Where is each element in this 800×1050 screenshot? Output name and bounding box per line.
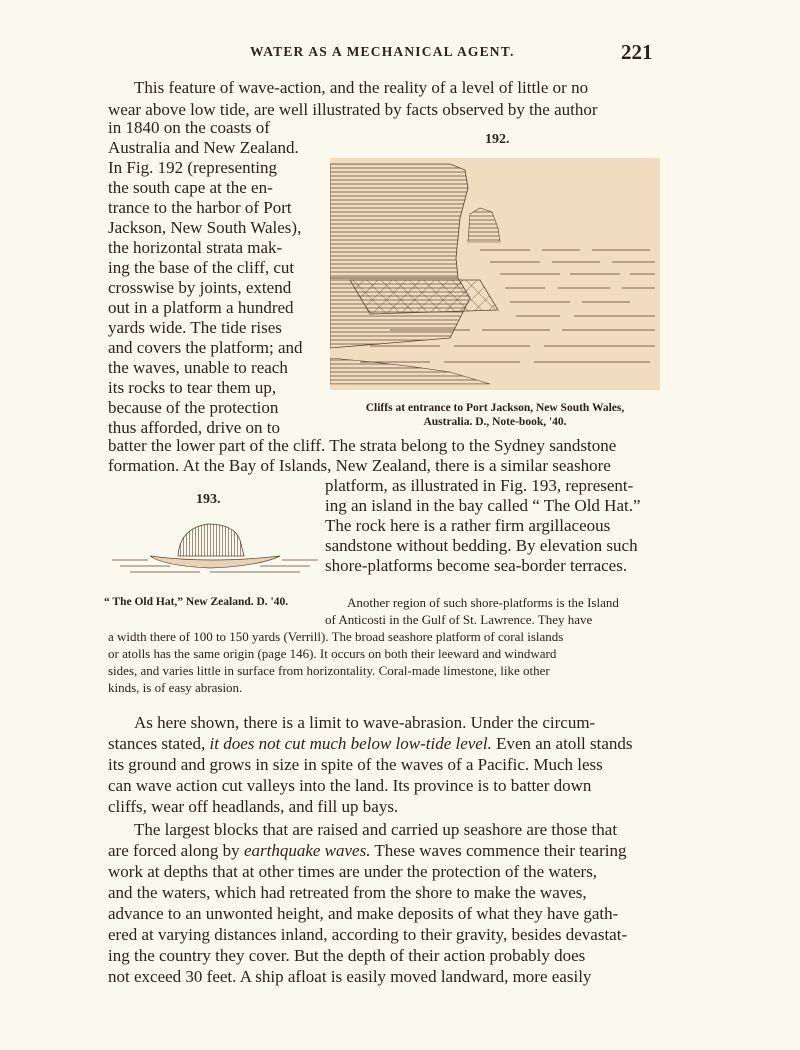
text-span: Even an atoll stands	[491, 734, 633, 753]
text-line: the horizontal strata mak-	[108, 238, 283, 257]
text-line	[108, 734, 633, 754]
text-line: its ground and grows in size in spite of the waves of a Pacific. Much less	[108, 755, 603, 774]
text-line: wear above low tide, are well illustrated by facts observed by the author	[108, 100, 598, 119]
text-line: ered at varying distances inland, according to their gravity, besides devastat-	[108, 925, 628, 944]
text-line: not exceed 30 feet. A ship afloat is easily moved landward, more easily	[108, 967, 592, 986]
figure-192-cliff-engraving	[330, 158, 660, 395]
text-line: can wave action cut valleys into the land. Its province is to batter down	[108, 776, 592, 795]
text-line-small: of Anticosti in the Gulf of St. Lawrence. They have	[325, 612, 593, 627]
text-line: In Fig. 192 (representing	[108, 158, 278, 177]
text-line: ing the country they cover. But the depth of their action probably does	[108, 946, 586, 965]
text-line: in 1840 on the coasts of	[108, 118, 270, 137]
text-line: shore-platforms become sea-border terraces.	[325, 556, 628, 575]
text-line-small: or atolls has the same origin (page 146). It occurs on both their leeward and windward	[108, 646, 557, 661]
text-span: These waves commence their tearing	[370, 841, 627, 860]
text-line: formation. At the Bay of Islands, New Zealand, there is a similar seashore	[108, 456, 611, 475]
text-line: out in a platform a hundred	[108, 298, 294, 317]
text-line: Australia and New Zealand.	[108, 138, 299, 157]
figure-193-old-hat-engraving	[110, 518, 320, 583]
text-line-small: sides, and varies little in surface from horizontality. Coral-made limestone, like other	[108, 663, 550, 678]
text-line: The largest blocks that are raised and carried up seashore are those that	[134, 820, 618, 839]
text-line: The rock here is a rather firm argillaceous	[325, 516, 611, 535]
figure-caption-line: Cliffs at entrance to Port Jackson, New South Wales,	[365, 402, 625, 414]
text-line-small: a width there of 100 to 150 yards (Verrill). The broad seashore platform of coral islands	[108, 629, 564, 644]
text-line: trance to the harbor of Port	[108, 198, 292, 217]
text-line: advance to an unwonted height, and make deposits of what they have gath-	[108, 904, 619, 923]
text-line: platform, as illustrated in Fig. 193, represent-	[325, 476, 634, 495]
figure-number: 193.	[196, 492, 221, 507]
text-line: As here shown, there is a limit to wave-abrasion. Under the circum-	[134, 713, 596, 732]
text-line	[108, 841, 626, 861]
text-line: yards wide. The tide rises	[108, 318, 282, 337]
text-span: are forced along by	[108, 841, 244, 860]
figure-caption: “ The Old Hat,” New Zealand. D. '40.	[104, 596, 289, 608]
text-line: Jackson, New South Wales),	[108, 218, 302, 237]
text-line: and the waters, which had retreated from the shore to make the waves,	[108, 883, 587, 902]
text-line: the waves, unable to reach	[108, 358, 288, 377]
text-line: This feature of wave-action, and the reality of a level of little or no	[134, 78, 589, 97]
text-line: the south cape at the en-	[108, 178, 273, 197]
text-line: batter the lower part of the cliff. The strata belong to the Sydney sandstone	[108, 436, 617, 455]
text-line: thus afforded, drive on to	[108, 418, 281, 437]
figure-caption-line: Australia. D., Note-book, '40.	[423, 416, 567, 428]
text-line: crosswise by joints, extend	[108, 278, 292, 297]
text-line: and covers the platform; and	[108, 338, 303, 357]
text-line: cliffs, wear off headlands, and fill up bays.	[108, 797, 399, 816]
page-number: 221	[621, 40, 653, 64]
italic-emphasis: earthquake waves.	[243, 841, 371, 860]
text-line-small: kinds, is of easy abrasion.	[108, 680, 243, 695]
text-line: sandstone without bedding. By elevation such	[325, 536, 638, 555]
figure-number: 192.	[485, 132, 510, 147]
running-head: WATER AS A MECHANICAL AGENT.	[250, 44, 515, 59]
text-line: ing an island in the bay called “ The Old Hat.”	[325, 496, 641, 515]
text-span: stances stated,	[108, 734, 210, 753]
text-line: its rocks to tear them up,	[108, 378, 277, 397]
text-line: work at depths that at other times are under the protection of the waters,	[108, 862, 598, 881]
text-line-small: Another region of such shore-platforms is the Island	[347, 595, 619, 610]
text-line: because of the protection	[108, 398, 279, 417]
text-line: ing the base of the cliff, cut	[108, 258, 295, 277]
italic-emphasis: it does not cut much below low-tide level.	[209, 734, 492, 753]
